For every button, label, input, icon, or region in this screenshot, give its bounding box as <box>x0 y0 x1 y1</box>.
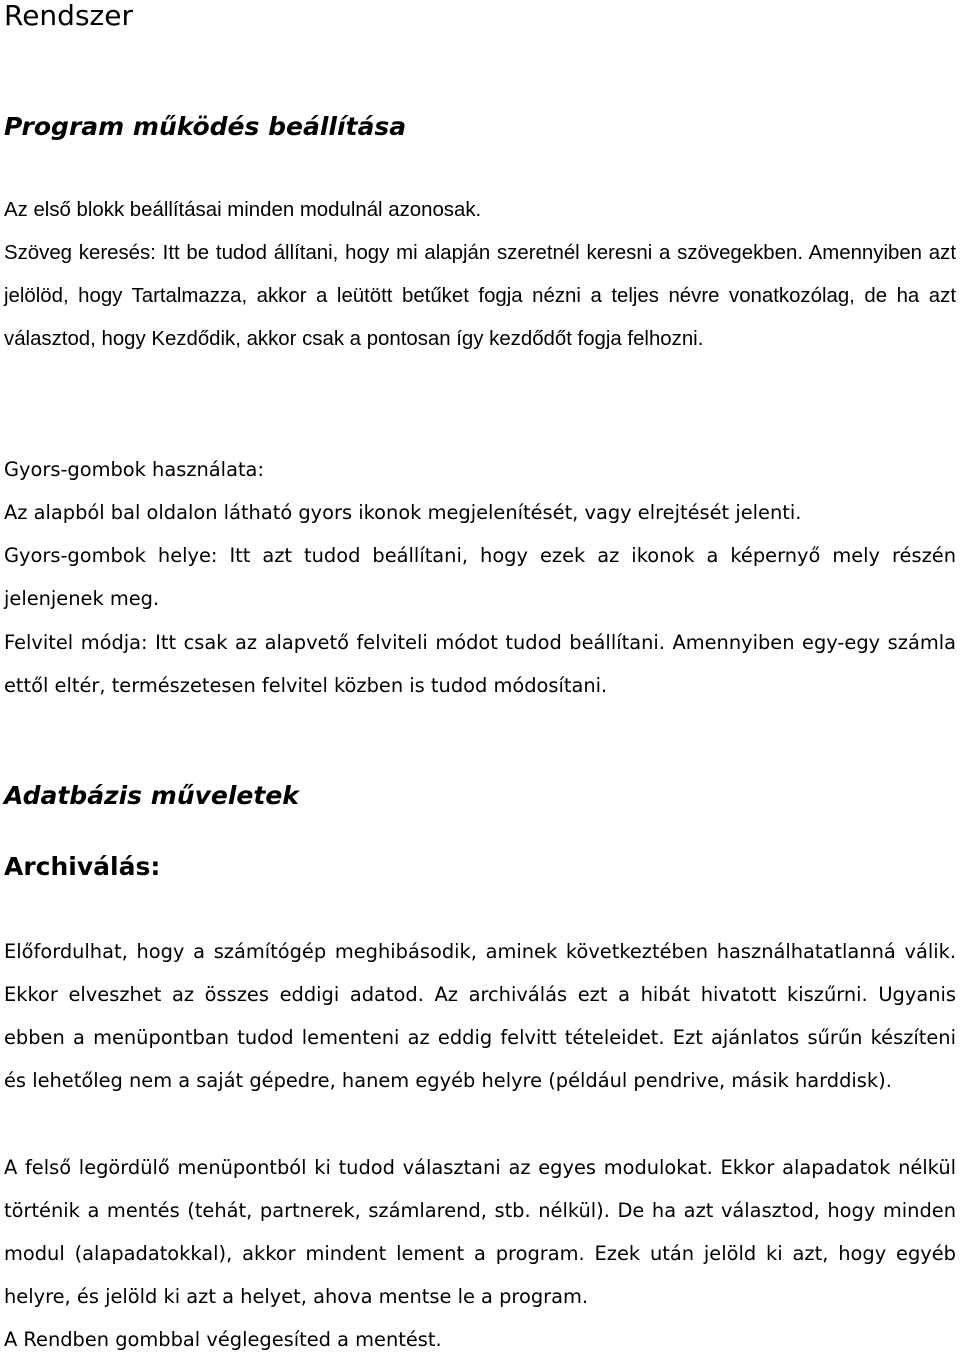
paragraph-quick-buttons-usage: Az alapból bal oldalon látható gyors ikonok megjelenítését, vagy elrejtését jelenti. <box>4 501 802 524</box>
paragraph-first-block: Az első blokk beállításai minden modulnál azonosak. <box>4 199 482 221</box>
paragraph-text-search: Szöveg keresés: Itt be tudod állítani, hogy mi alapján szeretnél keresni a szövegekben. Amennyiben azt jelölöd, hogy Tartalmazza, akkor a leütött betűket fogja nézni a teljes névre vonatkozólag, de ha azt választod, hogy Kezdődik, akkor csak a pontosan így kezdődőt fogja felhozni. <box>4 242 956 350</box>
paragraph-module-selection: A felső legördülő menüpontból ki tudod választani az egyes modulokat. Ekkor alapadatok nélkül történik a mentés (tehát, partnerek, számlarend, stb. nélkül). De ha azt választod, hogy minden modul (alapadatokkal), akkor mindent lement a program. Ezek után jelöld ki azt, hogy egyéb helyre, és jelöld ki azt a helyet, ahova mentse le a program. <box>4 1156 956 1308</box>
paragraph-input-mode: Felvitel módja: Itt csak az alapvető felviteli módot tudod beállítani. Amennyiben egy-egy számla ettől eltér, természetesen felvitel közben is tudod módosítani. <box>4 631 956 697</box>
section-heading-program-settings: Program működés beállítása <box>4 112 407 141</box>
paragraph-quick-buttons-position: Gyors-gombok helye: Itt azt tudod beállítani, hogy ezek az ikonok a képernyő mely részén jelenjenek meg. <box>4 544 956 610</box>
paragraph-archiving-intro: Előfordulhat, hogy a számítógép meghibásodik, aminek következtében használhatatlanná válik. Ekkor elveszhet az összes eddigi adatod. Az archiválás ezt a hibát hivatott kiszűrni. Ugyanis ebben a menüpontban tudod lementeni az eddig felvitt tételeidet. Ezt ajánlatos sűrűn készíteni és lehetőleg nem a saját gépedre, hanem egyéb helyre (például pendrive, másik harddisk). <box>4 940 956 1092</box>
page-title: Rendszer <box>4 0 133 32</box>
paragraph-quick-buttons-label: Gyors-gombok használata: <box>4 458 264 481</box>
paragraph-confirm-save: A Rendben gombbal véglegesíted a mentést. <box>4 1328 442 1351</box>
subheading-archiving: Archiválás: <box>4 852 161 881</box>
section-heading-database-operations: Adatbázis műveletek <box>4 781 299 810</box>
